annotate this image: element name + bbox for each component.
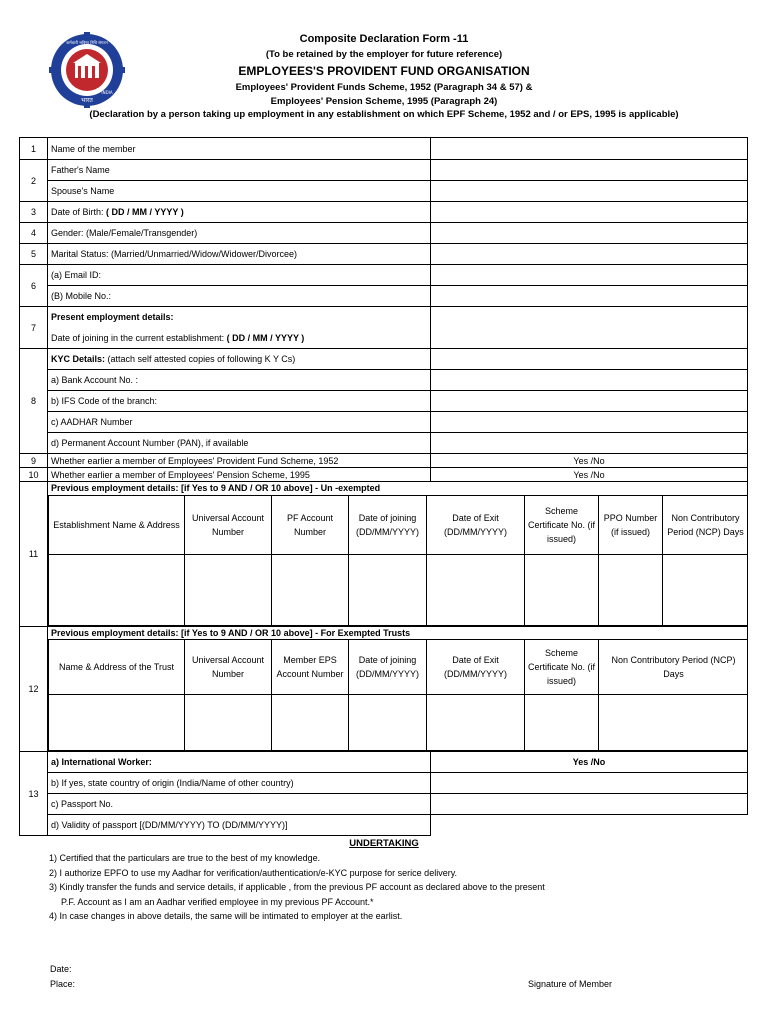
pan-label: d) Permanent Account Number (PAN), if available xyxy=(48,433,431,454)
father-name-label: Father's Name xyxy=(48,160,431,181)
country-origin-label: b) If yes, state country of origin (India/Name of other country) xyxy=(48,773,431,794)
present-employment-label: Present employment details: xyxy=(48,307,431,328)
cell-eps-account[interactable] xyxy=(272,695,349,751)
row-1 xyxy=(20,138,748,160)
dob-field[interactable] xyxy=(431,202,748,223)
eps-member-value[interactable]: Yes /No xyxy=(431,468,748,482)
signature-label: Signature of Member xyxy=(528,979,613,989)
kyc-title-cell xyxy=(48,349,431,370)
marital-status-label: Marital Status: (Married/Unmarried/Widow/Widower/Divorcee) xyxy=(48,244,431,265)
bank-account-field[interactable] xyxy=(431,370,748,391)
cell-trust[interactable] xyxy=(49,695,185,751)
row-number: 8 xyxy=(20,349,48,454)
gender-label: Gender: (Male/Female/Transgender) xyxy=(48,223,431,244)
undertaking-title: UNDERTAKING xyxy=(349,838,419,849)
cell-establishment[interactable] xyxy=(49,554,185,625)
row-8c xyxy=(20,412,748,433)
row-4 xyxy=(20,223,748,244)
country-origin-field[interactable] xyxy=(431,773,748,794)
marital-status-field[interactable] xyxy=(431,244,748,265)
row-2b xyxy=(20,181,748,202)
ifsc-label: b) IFS Code of the branch: xyxy=(48,391,431,412)
logo-india-text: INDIA xyxy=(101,90,113,95)
row-8d xyxy=(20,433,748,454)
present-employment-field[interactable] xyxy=(431,307,748,349)
col-scheme-cert: Scheme Certificate No. (if issued) xyxy=(525,495,599,554)
passport-field[interactable] xyxy=(431,794,748,815)
row-13c xyxy=(20,794,748,815)
row-11-table xyxy=(20,495,748,627)
row-3 xyxy=(20,202,748,223)
doj-label-cell xyxy=(48,328,431,349)
exempted-data-row xyxy=(49,695,748,751)
row-number: 9 xyxy=(20,454,48,468)
col-doe: Date of Exit (DD/MM/YYYY) xyxy=(427,640,525,695)
scheme-line-1: Employees' Provident Funds Scheme, 1952 (Paragraph 34 & 57) & xyxy=(235,82,533,93)
gender-field[interactable] xyxy=(431,223,748,244)
col-doj: Date of joining (DD/MM/YYYY) xyxy=(349,640,427,695)
cell-scheme-cert[interactable] xyxy=(525,695,599,751)
row-6a xyxy=(20,265,748,286)
mobile-field[interactable] xyxy=(431,286,748,307)
dob-format: ( DD / MM / YYYY ) xyxy=(106,207,184,217)
aadhar-field[interactable] xyxy=(431,412,748,433)
pan-field[interactable] xyxy=(431,433,748,454)
email-label: (a) Email ID: xyxy=(48,265,431,286)
undertaking-list xyxy=(49,851,689,924)
col-establishment: Establishment Name & Address xyxy=(49,495,185,554)
member-name-label: Name of the member xyxy=(48,138,431,160)
cell-doe[interactable] xyxy=(427,695,525,751)
kyc-note: (attach self attested copies of following K Y Cs) xyxy=(105,354,296,364)
row-13b xyxy=(20,773,748,794)
unexempted-title: Previous employment details: [if Yes to 9 AND / OR 10 above] - Un -exempted xyxy=(48,482,748,495)
organisation-name: EMPLOYEES'S PROVIDENT FUND ORGANISATION xyxy=(238,64,530,78)
cell-scheme-cert[interactable] xyxy=(525,554,599,625)
row-12-table xyxy=(20,639,748,752)
declaration-form-table xyxy=(19,137,748,836)
row-11-title xyxy=(20,482,748,495)
row-number: 10 xyxy=(20,468,48,482)
row-8b xyxy=(20,391,748,412)
cell-doj[interactable] xyxy=(349,554,427,625)
row-2a xyxy=(20,160,748,181)
cell-uan[interactable] xyxy=(185,554,272,625)
row-number: 13 xyxy=(20,752,48,836)
row-8a xyxy=(20,370,748,391)
row-10 xyxy=(20,468,748,482)
logo-top-text: कर्मचारी भविष्य निधि संगठन xyxy=(66,40,108,45)
passport-validity-blank xyxy=(431,815,748,836)
row-7a xyxy=(20,307,748,328)
row-number: 5 xyxy=(20,244,48,265)
unexempted-table-cell xyxy=(48,495,748,627)
row-5 xyxy=(20,244,748,265)
doj-label: Date of joining in the current establishment: xyxy=(51,332,227,343)
scheme-line-2: Employees' Pension Scheme, 1995 (Paragraph 24) xyxy=(270,96,498,107)
row-number: 7 xyxy=(20,307,48,349)
exempted-table-cell xyxy=(48,639,748,752)
member-name-field[interactable] xyxy=(431,138,748,160)
place-label: Place: xyxy=(50,979,76,989)
cell-ncp[interactable] xyxy=(599,695,748,751)
col-ncp: Non Contributory Period (NCP) Days xyxy=(599,640,748,695)
cell-ncp[interactable] xyxy=(663,554,748,625)
undertaking-item: 1) Certified that the particulars are true to the best of my knowledge. xyxy=(49,853,321,863)
dob-label-cell xyxy=(48,202,431,223)
eps-member-label: Whether earlier a member of Employees' Pension Scheme, 1995 xyxy=(48,468,431,482)
intl-worker-value[interactable]: Yes /No xyxy=(431,752,748,773)
col-uan: Universal Account Number xyxy=(185,640,272,695)
cell-ppo[interactable] xyxy=(599,554,663,625)
undertaking-item: P.F. Account as I am an Aadhar verified employee in my previous PF Account.* xyxy=(61,896,374,907)
exempted-title: Previous employment details: [if Yes to 9 AND / OR 10 above] - For Exempted Trusts xyxy=(48,626,748,639)
row-number: 3 xyxy=(20,202,48,223)
col-doe: Date of Exit (DD/MM/YYYY) xyxy=(427,495,525,554)
spouse-name-label: Spouse's Name xyxy=(48,181,431,202)
father-name-field[interactable] xyxy=(431,160,748,181)
exempted-table xyxy=(48,639,748,751)
email-field[interactable] xyxy=(431,265,748,286)
col-uan: Universal Account Number xyxy=(185,495,272,554)
col-doj: Date of joining (DD/MM/YYYY) xyxy=(349,495,427,554)
unexempted-data-row xyxy=(49,554,748,625)
retained-note: (To be retained by the employer for future reference) xyxy=(265,49,503,60)
col-trust: Name & Address of the Trust xyxy=(49,640,185,695)
cell-doe[interactable] xyxy=(427,554,525,625)
undertaking-item: 2) I authorize EPFO to use my Aadhar for verification/authentication/e-KYC purpose for serice delivery. xyxy=(49,867,458,878)
row-13a xyxy=(20,752,748,773)
row-13d xyxy=(20,815,748,836)
date-label: Date: xyxy=(50,964,72,974)
kyc-title: KYC Details: xyxy=(51,354,106,364)
unexempted-table xyxy=(48,495,748,626)
bank-account-label: a) Bank Account No. : xyxy=(48,370,431,391)
form-title: Composite Declaration Form -11 xyxy=(299,33,469,45)
exempted-header-row xyxy=(49,640,748,695)
logo-bottom-text: भारत xyxy=(81,97,93,104)
row-12-title xyxy=(20,626,748,639)
row-number: 1 xyxy=(20,138,48,160)
undertaking-item: 3) Kindly transfer the funds and service details, if applicable , from the previous PF account as declared above to the present xyxy=(49,882,545,892)
epf-member-value[interactable]: Yes /No xyxy=(431,454,748,468)
passport-validity-label: d) Validity of passport [(DD/MM/YYYY) TO (DD/MM/YYYY)] xyxy=(48,815,431,836)
row-9 xyxy=(20,454,748,468)
col-ncp: Non Contributory Period (NCP) Days xyxy=(663,495,748,554)
cell-doj[interactable] xyxy=(349,695,427,751)
cell-uan[interactable] xyxy=(185,695,272,751)
col-eps-account: Member EPS Account Number xyxy=(272,640,349,695)
aadhar-label: c) AADHAR Number xyxy=(48,412,431,433)
declaration-note: (Declaration by a person taking up employment in any establishment on which EPF Scheme, 1952 and / or EPS, 1995 is applicable) xyxy=(89,109,679,120)
passport-label: c) Passport No. xyxy=(48,794,431,815)
ifsc-field[interactable] xyxy=(431,391,748,412)
row-number: 2 xyxy=(20,160,48,202)
row-number: 4 xyxy=(20,223,48,244)
row-8-title xyxy=(20,349,748,370)
cell-pf-account[interactable] xyxy=(272,554,349,625)
row-number: 11 xyxy=(20,482,48,627)
doj-format: ( DD / MM / YYYY ) xyxy=(226,332,305,343)
epf-member-label: Whether earlier a member of Employees' Provident Fund Scheme, 1952 xyxy=(48,454,431,468)
row-number: 6 xyxy=(20,265,48,307)
row-6b xyxy=(20,286,748,307)
undertaking-item: 4) In case changes in above details, the same will be intimated to employer at the earlist. xyxy=(49,911,403,921)
col-scheme-cert: Scheme Certificate No. (if issued) xyxy=(525,640,599,695)
col-ppo: PPO Number (if issued) xyxy=(599,495,663,554)
unexempted-header-row xyxy=(49,495,748,554)
spouse-name-field[interactable] xyxy=(431,181,748,202)
mobile-label: (B) Mobile No.: xyxy=(48,286,431,307)
row-number: 12 xyxy=(20,626,48,752)
intl-worker-label: a) International Worker: xyxy=(48,752,431,773)
dob-label: Date of Birth: xyxy=(51,207,107,217)
col-pf-account: PF Account Number xyxy=(272,495,349,554)
kyc-title-blank xyxy=(431,349,748,370)
